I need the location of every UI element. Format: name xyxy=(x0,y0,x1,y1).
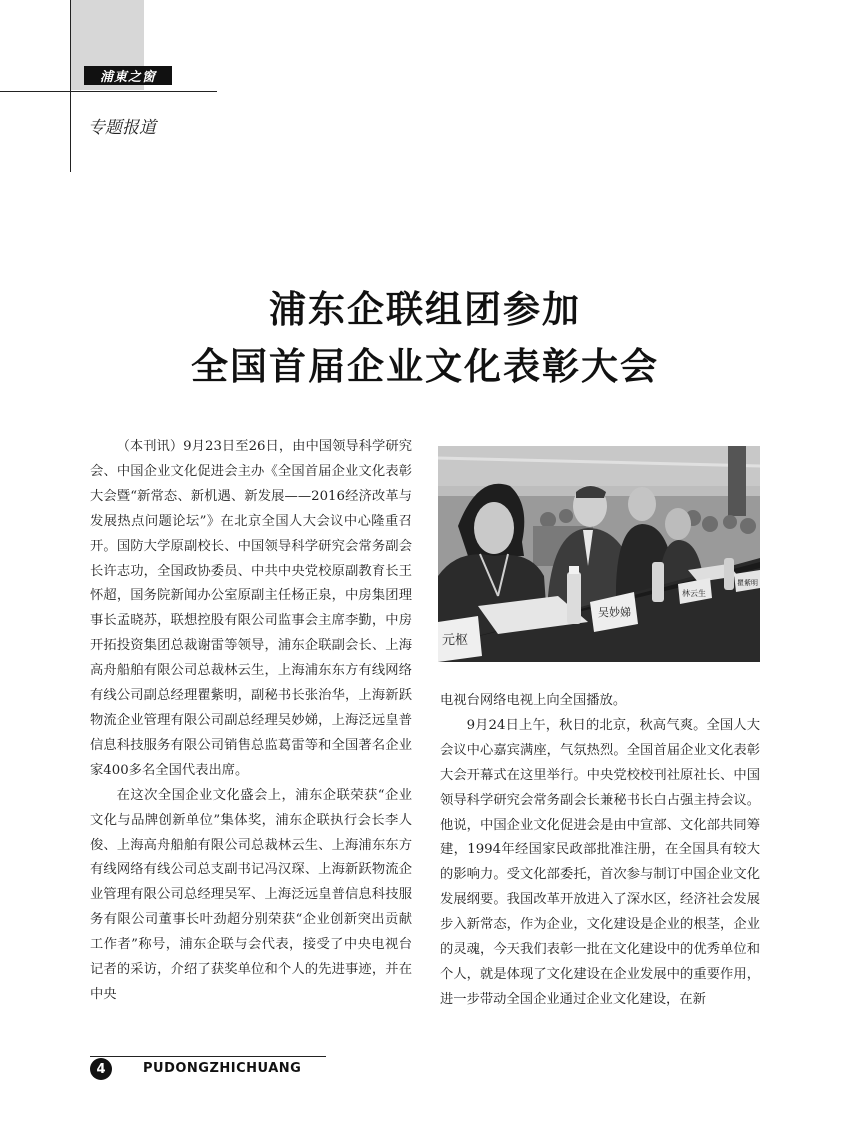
headline-line-1: 浦东企联组团参加 xyxy=(269,288,581,331)
name-card-2-text: 林云生 xyxy=(682,589,706,598)
header-vertical-rule xyxy=(70,0,71,172)
photo-illustration xyxy=(438,446,760,662)
name-card-3-text: 瞿紫明 xyxy=(737,579,758,587)
header-horizontal-rule xyxy=(0,91,217,92)
right-column xyxy=(440,689,760,1013)
name-card-4-text: 元枢 xyxy=(442,633,469,648)
footer-rule xyxy=(90,1056,326,1057)
paragraph-1: （本刊讯）9月23日至26日，由中国领导科学研究会、中国企业文化促进会主办《全国首届企业文化表彰大会暨“新常态、新机遇、新发展——2016经济改革与发展热点问题论坛”》在北京全国人大会议中心隆重召开。国防大学原副校长、中国领导科学研究会常务副会长许志功，全国政协委员、中共中央党校原副教育长王怀超，国务院新闻办公室原副主任杨正泉，中房集团理事长孟晓苏，联想控股有限公司监事会主席李勤，中房开拓投资集团总裁谢雷等领导，浦东企联副会长、上海高舟船舶有限公司总裁林云生，上海浦东东方有线网络有线公司副总经理瞿紫明，副秘书长张治华，上海新跃物流企业管理有限公司副总经理吴妙娣，上海泛远皇普信息科技服务有限公司销售总监葛雷等和全国著名企业家400多名全国代表出席。 xyxy=(90,439,412,778)
page-number: 4 xyxy=(90,1058,112,1080)
magazine-logo: 浦東之窗 xyxy=(84,66,172,85)
magazine-name: PUDONGZHICHUANG xyxy=(143,1061,302,1076)
paragraph-2: 在这次全国企业文化盛会上，浦东企联荣获“企业文化与品牌创新单位”集体奖，浦东企联执行会长李人俊、上海高舟船舶有限公司总裁林云生、上海浦东东方有线网络有线公司总支副书记冯汉琛、上海新跃物流企业管理有限公司总经理吴军、上海泛远皇普信息科技服务有限公司董事长叶劲超分别荣获“企业创新突出贡献工作者”称号，浦东企联与会代表，接受了中央电视台记者的采访，介绍了获奖单位和个人的先进事迹，并在中央 xyxy=(90,787,412,1002)
name-card-1-text: 吴妙娣 xyxy=(598,606,631,619)
headline-line-2: 全国首届企业文化表彰大会 xyxy=(191,345,659,388)
paragraph-4: 9月24日上午，秋日的北京，秋高气爽。全国人大会议中心嘉宾满座，气氛热烈。全国首届企业文化表彰大会开幕式在这里举行。中央党校校刊社原社长、中国领导科学研究会常务副会长兼秘书长白占强主持会议。他说，中国企业文化促进会是由中宣部、文化部共同筹建，1994年经国家民政部批准注册，在全国具有较大的影响力。受文化部委托，首次参与制订中国企业文化发展纲要。我国改革开放进入了深水区，经济社会发展步入新常态，作为企业，文化建设是企业的根茎，企业的灵魂，今天我们表彰一批在文化建设中的优秀单位和个人，就是体现了文化建设在企业发展中的重要作用，进一步带动全国企业通过企业文化建设，在新 xyxy=(440,717,760,1007)
left-column xyxy=(90,435,412,1008)
section-label: 专题报道 xyxy=(88,118,156,138)
name-card-4 xyxy=(438,616,482,662)
paragraph-3: 电视台网络电视上向全国播放。 xyxy=(440,693,627,708)
conference-photo xyxy=(438,446,760,662)
